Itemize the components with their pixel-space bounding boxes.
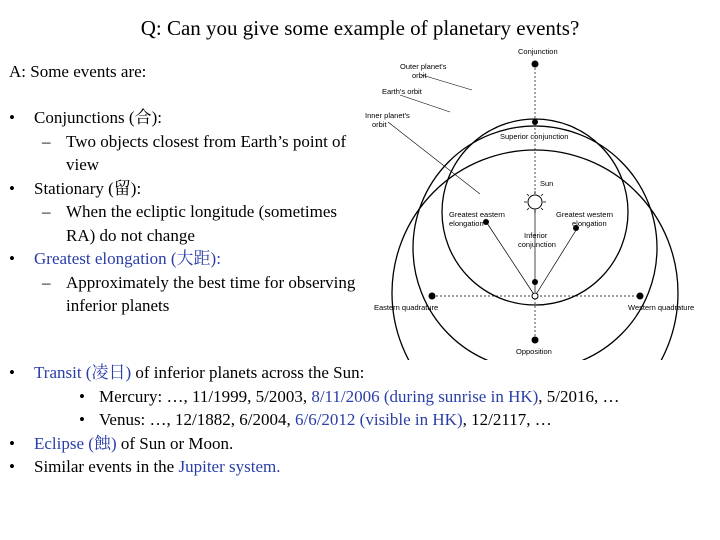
item-label: Conjunctions (合): (34, 108, 162, 127)
bullet: • (9, 249, 15, 268)
item-label-link[interactable]: Greatest elongation (大距): (34, 249, 221, 268)
dash: – (42, 272, 51, 292)
label-greatest-western-1: Greatest western (556, 210, 614, 219)
mercury-dates: Mercury: …, 11/1999, 5/2003, (99, 386, 312, 406)
label-sun: Sun (540, 179, 554, 188)
sub-item (9, 130, 369, 177)
similar-text: Similar events in the (34, 457, 179, 476)
sub-item (9, 271, 369, 318)
label-greatest-western-2: elongation (572, 219, 607, 228)
label-conjunction: Conjunction (518, 47, 558, 56)
sun-icon (528, 195, 542, 209)
eclipse-text: of Sun or Moon. (116, 433, 234, 453)
sub-item-text: Two objects closest from Earth’s point of view (66, 131, 347, 174)
list-item-conjunctions (9, 106, 369, 130)
planet-eastern-quadrature-icon (429, 293, 436, 300)
mercury-highlight-link[interactable]: 8/11/2006 (during sunrise in HK) (311, 386, 539, 406)
label-outer-orbit-1: Outer planet's (400, 62, 447, 71)
pointer-earth-orbit (400, 95, 450, 112)
label-inner-orbit-1: Inner planet's (365, 111, 410, 120)
label-outer-orbit-2: orbit (412, 71, 427, 80)
venus-dates-rest: , 12/2117, … (462, 410, 552, 429)
earth-icon (532, 293, 538, 299)
transit-text: of inferior planets across the Sun: (131, 363, 365, 382)
label-superior-conjunction: Superior conjunction (500, 132, 569, 141)
planet-conjunction-icon (532, 61, 539, 68)
planet-inferior-conjunction-icon (532, 279, 538, 285)
label-eastern-quadrature: Eastern quadrature (374, 303, 439, 312)
mercury-dates-rest: , 5/2016, … (538, 386, 620, 406)
answer-label: A: (9, 62, 26, 81)
sub-item (9, 200, 369, 247)
pointer-outer-orbit (422, 75, 472, 90)
bullet: • (9, 108, 15, 127)
bullet: • (9, 433, 15, 453)
slide-title: Q: Can you give some example of planetary events? (140, 16, 580, 40)
eclipse-link[interactable]: Eclipse (蝕) (34, 433, 117, 453)
bullet: • (9, 457, 15, 476)
events-list-2 (9, 361, 714, 479)
pointer-inner-orbit (388, 122, 480, 194)
bullet: • (79, 410, 85, 429)
label-greatest-eastern-2: elongation (449, 219, 484, 228)
list-item-greatest-elongation (9, 247, 369, 271)
planet-western-quadrature-icon (637, 293, 644, 300)
list-item-eclipse (9, 432, 714, 456)
planet-eastern-elongation-icon (483, 219, 489, 225)
bullet: • (9, 363, 15, 382)
label-western-quadrature: Western quadrature (628, 303, 695, 312)
sub-item-mercury (9, 385, 714, 409)
jupiter-system-link[interactable]: Jupiter system. (178, 457, 281, 476)
sub-item-text: Approximately the best time for observing inferior planets (66, 272, 356, 315)
dash: – (42, 202, 51, 221)
sub-item-venus (9, 408, 714, 432)
events-list (9, 106, 369, 318)
item-label: Stationary (留): (34, 178, 142, 198)
dash: – (42, 131, 51, 151)
transit-link[interactable]: Transit (凌日) (34, 363, 132, 382)
list-item-similar-events (9, 455, 714, 479)
planet-superior-conjunction-icon (532, 119, 538, 125)
sub-item-text: When the ecliptic longitude (sometimes RA) do not change (66, 202, 337, 245)
label-greatest-eastern-1: Greatest eastern (449, 210, 505, 219)
bullet: • (9, 178, 15, 198)
label-earth-orbit: Earth's orbit (382, 87, 422, 96)
list-item-stationary (9, 177, 369, 201)
answer-line (9, 62, 146, 82)
answer-text: Some events are: (30, 62, 147, 81)
planet-opposition-icon (532, 337, 539, 344)
label-inner-orbit-2: orbit (372, 120, 387, 129)
list-item-transit (9, 361, 714, 385)
venus-dates: Venus: …, 12/1882, 6/2004, (99, 410, 295, 429)
label-inferior-conjunction-2: conjunction (518, 240, 556, 249)
label-inferior-conjunction-1: Inferior (524, 231, 548, 240)
venus-highlight-link[interactable]: 6/6/2012 (visible in HK) (294, 410, 463, 429)
label-opposition: Opposition (516, 347, 552, 356)
bullet: • (79, 386, 85, 406)
planetary-configuration-diagram (360, 42, 720, 360)
